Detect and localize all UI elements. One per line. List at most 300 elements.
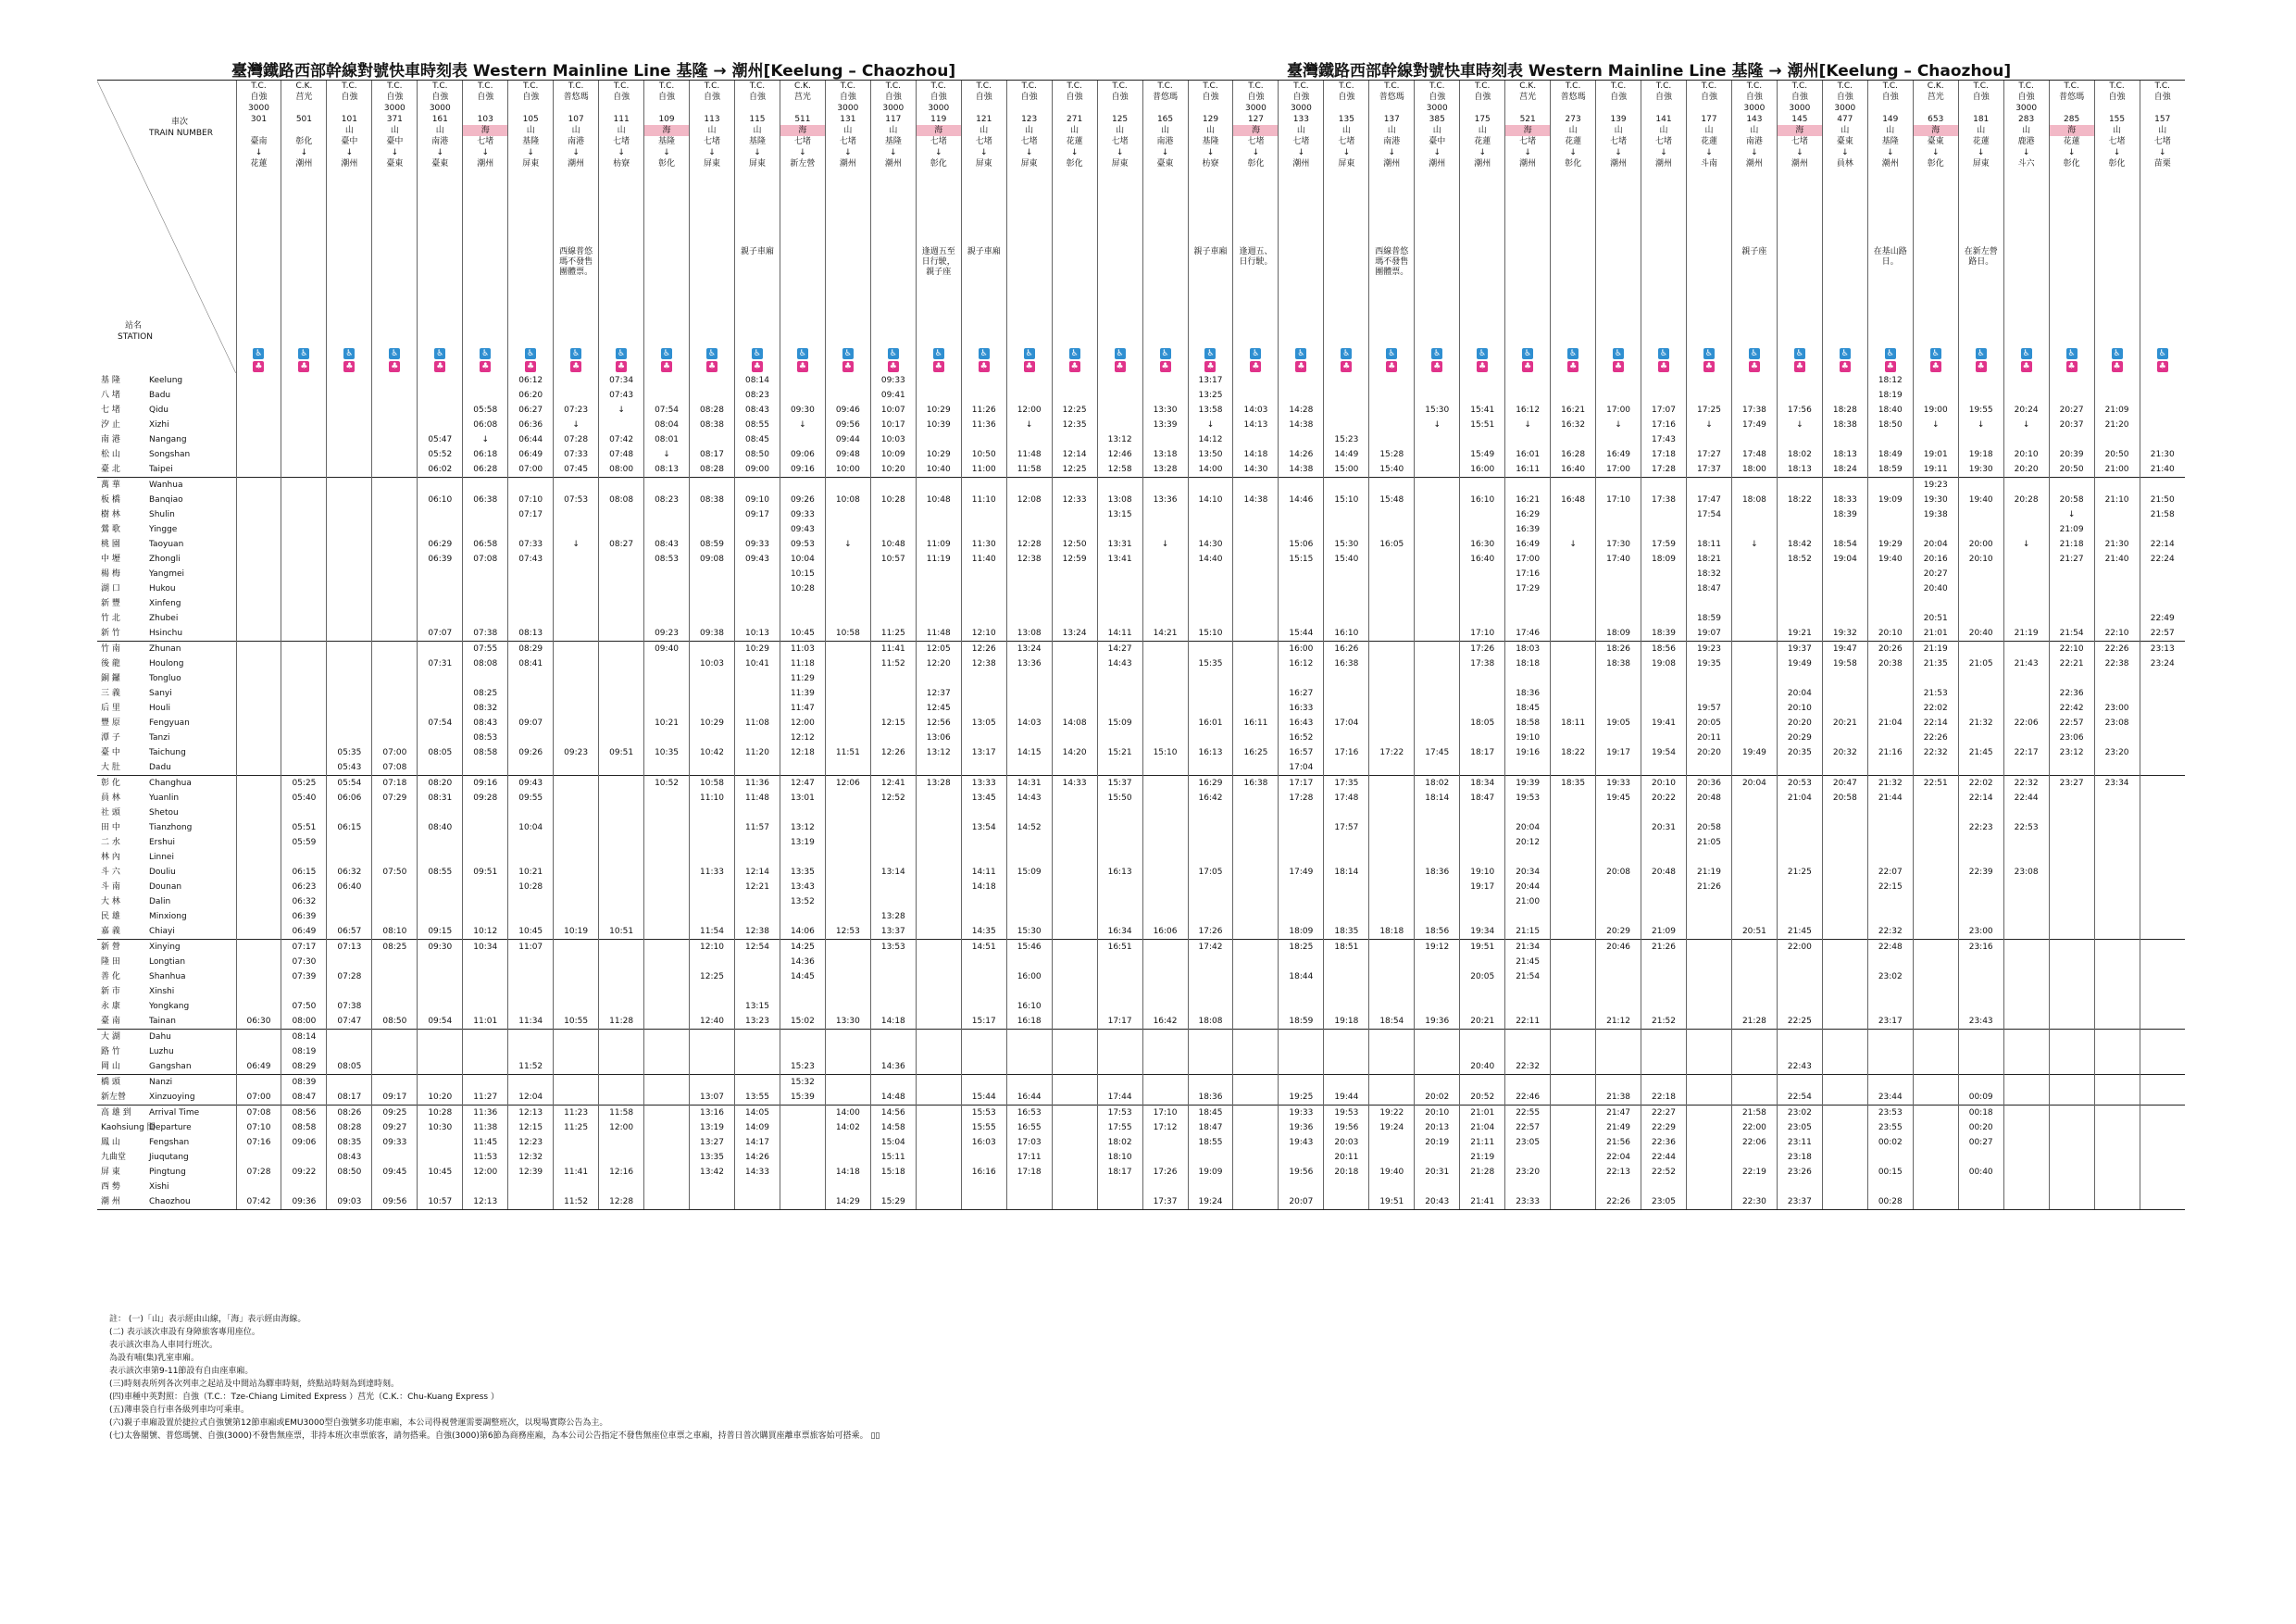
time-cell — [418, 581, 463, 596]
time-cell — [1324, 1044, 1369, 1059]
time-cell — [1188, 642, 1233, 657]
station-name — [97, 596, 236, 611]
time-cell: 16:00 — [1460, 462, 1505, 478]
time-cell — [1279, 1044, 1324, 1059]
train-type: 自強 — [1247, 93, 1265, 102]
time-cell — [372, 969, 418, 984]
station-row — [97, 999, 2185, 1014]
time-cell — [1052, 373, 1097, 388]
timetable — [97, 80, 2185, 1210]
time-cell: 17:16 — [1324, 745, 1369, 760]
time-cell — [1369, 656, 1415, 671]
station-name-zh: 斗 六 — [101, 868, 120, 877]
time-cell — [1188, 507, 1233, 522]
time-cell — [690, 373, 735, 388]
time-cell — [1233, 432, 1279, 447]
time-cell — [1958, 478, 2003, 493]
direction-arrow: ↓ — [572, 148, 580, 157]
time-cell — [825, 642, 870, 657]
train-subtype — [2140, 103, 2185, 114]
time-cell: 21:28 — [1460, 1165, 1505, 1180]
time-cell — [1731, 478, 1777, 493]
time-cell: 19:36 — [1415, 1014, 1460, 1030]
time-cell — [961, 1030, 1006, 1045]
time-cell — [1415, 507, 1460, 522]
wheelchair-icon: ♿ — [1070, 349, 1079, 358]
time-cell — [1551, 1106, 1596, 1121]
time-cell — [2003, 806, 2049, 820]
time-cell — [1505, 373, 1551, 388]
time-cell: 09:25 — [372, 1106, 418, 1121]
time-cell: 14:11 — [1097, 626, 1142, 642]
time-cell: 18:22 — [1551, 745, 1596, 760]
route-via: 山 — [1750, 126, 1759, 135]
time-cell: 17:00 — [1596, 462, 1641, 478]
train-type: 自強 — [1791, 93, 1808, 102]
time-cell: 08:55 — [734, 418, 780, 432]
time-cell — [1006, 701, 1052, 716]
time-cell — [1641, 760, 1687, 776]
station-name-zh: 路 竹 — [101, 1047, 120, 1056]
time-cell — [1233, 1135, 1279, 1150]
time-cell — [734, 596, 780, 611]
time-cell — [1731, 731, 1777, 745]
time-cell — [690, 894, 735, 909]
time-cell — [463, 984, 508, 999]
station-name-en: Banqiao — [149, 495, 183, 505]
time-cell — [1052, 388, 1097, 403]
train-class-code: T.C. — [387, 81, 403, 91]
time-cell — [1958, 373, 2003, 388]
time-cell: 20:04 — [1913, 537, 1958, 552]
time-cell: 12:15 — [870, 716, 916, 731]
train-remark — [1914, 247, 1958, 347]
time-cell — [554, 835, 599, 850]
time-cell — [2049, 478, 2094, 493]
station-name-zh: 社 頭 — [101, 808, 120, 818]
time-cell — [825, 760, 870, 776]
route-via: 海 — [1233, 125, 1278, 136]
time-cell — [1822, 806, 1867, 820]
wheelchair-icon: ♿ — [753, 349, 761, 358]
time-cell — [1596, 671, 1641, 686]
time-cell — [1687, 894, 1732, 909]
train-subtype — [1007, 103, 1052, 114]
time-cell — [554, 1030, 599, 1045]
time-cell: 23:44 — [1867, 1090, 1913, 1106]
time-cell — [1958, 760, 2003, 776]
time-cell: 14:09 — [734, 1120, 780, 1135]
time-cell: 14:00 — [825, 1106, 870, 1121]
time-cell — [1006, 1030, 1052, 1045]
time-cell — [2049, 955, 2094, 969]
time-cell — [599, 522, 644, 537]
train-remark — [1641, 247, 1686, 347]
service-icons — [372, 347, 417, 373]
time-cell — [1687, 686, 1732, 701]
origin-station: 七堵 — [2153, 137, 2171, 146]
time-cell: 12:28 — [1006, 537, 1052, 552]
time-cell: 21:11 — [1460, 1135, 1505, 1150]
route-via: 山 — [617, 126, 626, 135]
station-name-en: Departure — [149, 1123, 192, 1132]
time-cell: 09:56 — [825, 418, 870, 432]
time-cell — [463, 955, 508, 969]
time-cell — [418, 522, 463, 537]
time-cell: 22:26 — [1596, 1194, 1641, 1210]
time-cell — [1142, 671, 1188, 686]
time-cell — [870, 835, 916, 850]
time-cell: 16:43 — [1279, 716, 1324, 731]
time-cell: 14:10 — [1188, 493, 1233, 507]
station-row — [97, 850, 2185, 865]
time-cell — [2049, 760, 2094, 776]
time-cell: 10:28 — [780, 581, 825, 596]
time-cell — [644, 731, 690, 745]
destination-station: 彰化 — [1247, 159, 1265, 169]
route-via — [237, 125, 281, 136]
time-cell — [1279, 894, 1324, 909]
time-cell — [1279, 984, 1324, 999]
time-cell — [1913, 1030, 1958, 1045]
time-cell — [961, 835, 1006, 850]
destination-station: 屏東 — [975, 159, 992, 169]
service-icons — [418, 347, 462, 373]
time-cell — [1052, 865, 1097, 880]
time-cell: 16:29 — [1505, 507, 1551, 522]
time-cell: 15:09 — [1006, 865, 1052, 880]
station-row — [97, 671, 2185, 686]
time-cell: 20:10 — [1415, 1106, 1460, 1121]
time-cell — [372, 701, 418, 716]
time-cell: 08:39 — [281, 1075, 327, 1091]
remark-spacer — [780, 169, 825, 247]
time-cell: 20:58 — [1822, 791, 1867, 806]
time-cell — [1913, 1106, 1958, 1121]
time-cell — [1006, 909, 1052, 924]
time-cell — [1687, 373, 1732, 388]
time-cell — [327, 478, 372, 493]
time-cell: 17:27 — [1687, 447, 1732, 462]
time-cell — [644, 1165, 690, 1180]
station-name-en: Taipei — [149, 465, 173, 474]
time-cell: 10:39 — [916, 418, 961, 432]
time-cell — [825, 1135, 870, 1150]
bicycle-icon: ♣ — [753, 362, 761, 371]
time-cell: 08:40 — [418, 820, 463, 835]
station-row — [97, 552, 2185, 567]
train-number: 115 — [749, 115, 766, 124]
time-cell — [1822, 432, 1867, 447]
time-cell — [508, 760, 554, 776]
time-cell: 05:25 — [281, 776, 327, 792]
wheelchair-icon: ♿ — [1659, 349, 1668, 358]
time-cell — [1596, 999, 1641, 1014]
origin-station: 花蓮 — [1565, 137, 1582, 146]
time-cell — [690, 820, 735, 835]
time-cell — [1052, 642, 1097, 657]
time-cell — [281, 1150, 327, 1165]
time-cell — [1369, 418, 1415, 432]
time-cell — [599, 552, 644, 567]
time-cell — [825, 940, 870, 956]
time-cell: ↓ — [2049, 507, 2094, 522]
time-cell — [1415, 462, 1460, 478]
time-cell — [1233, 820, 1279, 835]
time-cell — [281, 537, 327, 552]
time-cell: 22:04 — [1596, 1150, 1641, 1165]
time-cell — [644, 1150, 690, 1165]
time-cell — [1822, 701, 1867, 716]
train-remark — [780, 247, 825, 347]
train-subtype: 3000 — [1244, 104, 1267, 113]
time-cell — [1822, 760, 1867, 776]
time-cell: 22:00 — [1777, 940, 1822, 956]
direction-arrow: ↓ — [618, 148, 625, 157]
time-cell: 14:13 — [1233, 418, 1279, 432]
time-cell — [1369, 1059, 1415, 1075]
wheelchair-icon: ♿ — [436, 349, 444, 358]
direction-arrow: ↓ — [1297, 148, 1305, 157]
time-cell — [1233, 1180, 1279, 1194]
time-cell — [1822, 1059, 1867, 1075]
time-cell — [1777, 581, 1822, 596]
time-cell — [1369, 626, 1415, 642]
time-cell: 10:20 — [418, 1090, 463, 1106]
station-name-zh: 大 湖 — [101, 1032, 120, 1042]
time-cell — [1641, 731, 1687, 745]
time-cell — [327, 909, 372, 924]
time-cell: 15:44 — [961, 1090, 1006, 1106]
time-cell: 14:08 — [1052, 716, 1097, 731]
time-cell — [1641, 1180, 1687, 1194]
station-name — [97, 924, 236, 940]
time-cell: 21:19 — [1687, 865, 1732, 880]
time-cell — [2140, 909, 2185, 924]
time-cell: 12:38 — [734, 924, 780, 940]
train-remark — [2050, 247, 2094, 347]
bicycle-icon: ♣ — [527, 362, 535, 371]
time-cell: 17:46 — [1505, 626, 1551, 642]
time-cell: 11:41 — [870, 642, 916, 657]
time-cell — [1279, 671, 1324, 686]
time-cell — [690, 432, 735, 447]
time-cell: 21:45 — [1958, 745, 2003, 760]
train-number: 181 — [1973, 115, 1990, 124]
time-cell: 18:45 — [1188, 1106, 1233, 1121]
time-cell — [1731, 1059, 1777, 1075]
direction-arrow: ↓ — [935, 148, 942, 157]
time-cell — [1460, 432, 1505, 447]
bicycle-icon: ♣ — [1886, 362, 1894, 371]
time-cell: 12:35 — [1052, 418, 1097, 432]
service-icons — [1053, 347, 1097, 373]
footnote-line: 為設有哺(集)乳室車廂。 — [109, 1354, 200, 1363]
time-cell — [1369, 1135, 1415, 1150]
destination-station: 苗栗 — [2153, 159, 2171, 169]
time-cell — [372, 537, 418, 552]
route-via: 山 — [1116, 126, 1125, 135]
route-via: 山 — [1205, 126, 1215, 135]
time-cell: 18:28 — [1822, 403, 1867, 418]
train-number-label-zh: 車次 — [171, 118, 189, 127]
time-cell: 17:11 — [1006, 1150, 1052, 1165]
time-cell: 12:54 — [734, 940, 780, 956]
time-cell — [1777, 596, 1822, 611]
time-cell — [372, 1075, 418, 1091]
train-number: 273 — [1565, 115, 1581, 124]
time-cell — [2094, 865, 2140, 880]
train-remark — [237, 247, 281, 347]
station-name — [97, 626, 236, 642]
time-cell: 11:57 — [734, 820, 780, 835]
time-cell: 23:08 — [2094, 716, 2140, 731]
time-cell — [327, 388, 372, 403]
remark-spacer — [2140, 169, 2185, 247]
train-class-code: T.C. — [1429, 81, 1445, 91]
time-cell: 08:26 — [327, 1106, 372, 1121]
time-cell — [2003, 507, 2049, 522]
station-name-en: Tongluo — [149, 674, 181, 683]
station-row — [97, 894, 2185, 909]
time-cell: 10:58 — [825, 626, 870, 642]
train-number: 511 — [794, 115, 811, 124]
time-cell: 21:16 — [1867, 745, 1913, 760]
time-cell — [554, 1090, 599, 1106]
time-cell — [281, 581, 327, 596]
time-cell: 13:25 — [1188, 388, 1233, 403]
train-class-code: T.C. — [342, 81, 357, 91]
time-cell — [1142, 731, 1188, 745]
time-cell: 18:09 — [1596, 626, 1641, 642]
time-cell: 15:02 — [780, 1014, 825, 1030]
time-cell: 12:16 — [599, 1165, 644, 1180]
time-cell: 22:06 — [1731, 1135, 1777, 1150]
time-cell: 08:23 — [734, 388, 780, 403]
time-cell — [1822, 1014, 1867, 1030]
train-class-code: T.C. — [930, 81, 946, 91]
train-subtype — [1868, 103, 1913, 114]
time-cell — [961, 806, 1006, 820]
time-cell — [825, 1059, 870, 1075]
time-cell — [1097, 955, 1142, 969]
time-cell — [1142, 701, 1188, 716]
time-cell: 12:00 — [599, 1120, 644, 1135]
station-name — [97, 820, 236, 835]
time-cell — [1596, 686, 1641, 701]
time-cell: 17:29 — [1505, 581, 1551, 596]
time-cell — [916, 522, 961, 537]
time-cell — [916, 1150, 961, 1165]
wheelchair-icon: ♿ — [1886, 349, 1894, 358]
time-cell — [1777, 1044, 1822, 1059]
time-cell — [1233, 924, 1279, 940]
time-cell — [2140, 955, 2185, 969]
destination-station: 花蓮 — [250, 159, 268, 169]
direction-arrow: ↓ — [2158, 148, 2166, 157]
time-cell: 05:40 — [281, 791, 327, 806]
direction-arrow: ↓ — [345, 148, 354, 157]
time-cell: 17:16 — [1505, 567, 1551, 581]
time-cell — [1641, 1059, 1687, 1075]
station-name-zh: 嘉 義 — [101, 927, 120, 936]
time-cell: 17:54 — [1687, 507, 1732, 522]
time-cell — [1958, 880, 2003, 894]
time-cell — [1006, 686, 1052, 701]
time-cell — [734, 835, 780, 850]
time-cell — [463, 1075, 508, 1091]
time-cell — [825, 731, 870, 745]
time-cell — [418, 642, 463, 657]
time-cell: 10:34 — [463, 940, 508, 956]
train-remark — [1324, 247, 1368, 347]
time-cell — [780, 1135, 825, 1150]
station-label-zh: 站名 — [125, 321, 143, 331]
time-cell: 15:04 — [870, 1135, 916, 1150]
time-cell: 09:26 — [780, 493, 825, 507]
time-cell — [916, 940, 961, 956]
time-cell: 21:18 — [2049, 537, 2094, 552]
time-cell — [2140, 894, 2185, 909]
time-cell — [1006, 806, 1052, 820]
station-name-en: Gangshan — [149, 1062, 192, 1071]
time-cell: 16:40 — [1460, 552, 1505, 567]
time-cell: 13:35 — [780, 865, 825, 880]
station-name-en: Hsinchu — [149, 629, 183, 638]
time-cell: 10:00 — [825, 462, 870, 478]
time-cell — [1324, 567, 1369, 581]
train-column-header — [554, 81, 599, 374]
time-cell: 18:50 — [1867, 418, 1913, 432]
time-cell: 20:04 — [1505, 820, 1551, 835]
train-class-code: T.C. — [1655, 81, 1672, 91]
time-cell: 17:40 — [1596, 552, 1641, 567]
time-cell — [690, 611, 735, 626]
time-cell — [1279, 820, 1324, 835]
station-row — [97, 731, 2185, 745]
time-cell: 21:25 — [1777, 865, 1822, 880]
time-cell — [2140, 1030, 2185, 1045]
time-cell — [1188, 806, 1233, 820]
wheelchair-icon: ♿ — [1704, 349, 1713, 358]
time-cell — [2140, 835, 2185, 850]
time-cell — [1233, 671, 1279, 686]
remark-spacer — [1233, 169, 1278, 247]
time-cell — [1415, 596, 1460, 611]
time-cell — [1188, 984, 1233, 999]
time-cell — [1142, 1044, 1188, 1059]
time-cell — [236, 955, 281, 969]
time-cell: 21:01 — [1913, 626, 1958, 642]
time-cell — [1188, 686, 1233, 701]
time-cell — [1369, 596, 1415, 611]
time-cell — [1687, 1194, 1732, 1210]
time-cell — [1052, 1106, 1097, 1121]
time-cell — [1052, 909, 1097, 924]
route-via: 山 — [1568, 126, 1578, 135]
time-cell — [825, 611, 870, 626]
time-cell — [690, 880, 735, 894]
train-column-header — [1731, 81, 1777, 374]
time-cell — [508, 999, 554, 1014]
time-cell — [2140, 1150, 2185, 1165]
time-cell: 12:58 — [1097, 462, 1142, 478]
direction-arrow: ↓ — [1252, 148, 1260, 157]
direction-arrow: ↓ — [980, 148, 988, 157]
time-cell: 14:26 — [1279, 447, 1324, 462]
train-number: 165 — [1156, 115, 1174, 124]
time-cell — [961, 1075, 1006, 1091]
